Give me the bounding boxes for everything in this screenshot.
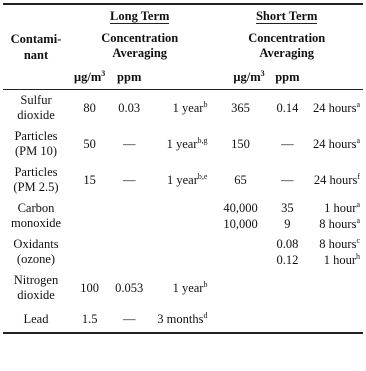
lt-averaging-text: 1 year	[172, 101, 204, 115]
st-ppm-value	[271, 306, 305, 333]
table-row	[3, 270, 363, 306]
contaminant-name-text: Particles (PM 10)	[14, 129, 58, 158]
st-averaging-text: 1 hour	[323, 253, 356, 267]
lt-ug-value	[69, 198, 110, 234]
lt-averaging-footnote: b,g	[197, 136, 208, 145]
st-ppm-unit: ppm	[275, 70, 300, 84]
st-averaging	[304, 162, 363, 198]
st-ppm-header	[271, 65, 305, 90]
contaminant-name	[3, 306, 69, 333]
lt-ppm-value-text: —	[122, 137, 136, 151]
lt-ppm-value	[110, 162, 148, 198]
lt-ppm-header	[110, 65, 148, 90]
lt-averaging-text: 1 year	[166, 137, 198, 151]
st-averaging-footnote: a	[356, 216, 360, 225]
lt-ug-value-text: 50	[83, 137, 96, 151]
lt-ug-value	[69, 234, 110, 270]
table-row	[3, 198, 363, 234]
lt-averaging	[148, 162, 210, 198]
st-avg-header	[304, 65, 363, 90]
st-averaging	[304, 234, 363, 270]
air-quality-standards-table	[3, 3, 363, 334]
st-averaging-line	[307, 216, 360, 232]
table-row	[3, 126, 363, 162]
lt-averaging-footnote: b,e	[197, 172, 208, 181]
st-averaging	[304, 90, 363, 127]
lt-ppm-unit: ppm	[117, 70, 142, 84]
table-row	[3, 306, 363, 333]
lt-averaging-text: 1 year	[167, 173, 198, 187]
lt-ug-unit: μg/m	[74, 70, 102, 84]
table-row	[3, 90, 363, 127]
lt-averaging-footnote: b	[203, 280, 208, 289]
lt-averaging-footnote: b	[203, 100, 208, 109]
st-averaging-text: 8 hours	[319, 237, 357, 251]
lt-ug-unit-sup: 3	[101, 69, 106, 78]
contaminant-name	[3, 90, 69, 127]
lt-averaging-footnote: d	[203, 311, 208, 320]
lt-ug-value-text: 80	[83, 101, 96, 115]
contaminant-name	[3, 162, 69, 198]
st-averaging-footnote: a	[356, 200, 360, 209]
st-averaging-text: 24 hours	[313, 101, 357, 115]
st-ppm-value	[271, 162, 305, 198]
st-ppm-value-text: 35 9	[281, 201, 294, 231]
lt-ppm-value	[110, 234, 148, 270]
lt-ppm-value-text: 0.03	[118, 101, 141, 115]
st-averaging-text: 1 hour	[324, 201, 357, 215]
contaminant-name	[3, 198, 69, 234]
contaminant-name-text: Sulfur dioxide	[17, 93, 55, 122]
short-term-conc-avg-header	[210, 27, 363, 65]
lt-ug-value-text: 1.5	[81, 312, 98, 326]
st-ug-value-text: 150	[231, 137, 250, 151]
lt-averaging	[148, 90, 210, 127]
lt-ug-header	[69, 65, 110, 90]
st-ppm-value	[271, 198, 305, 234]
st-ug-value-text: 40,000 10,000	[223, 201, 258, 231]
short-term-label: Short Term	[255, 9, 318, 23]
contaminant-name-text: Particles (PM 2.5)	[13, 165, 59, 194]
st-averaging-footnote: a	[356, 136, 360, 145]
lt-averaging-text: 1 year	[172, 281, 204, 295]
st-ug-value-text: 365	[231, 101, 250, 115]
short-term-header	[210, 4, 363, 27]
st-ppm-value-text: 0.08 0.12	[276, 237, 299, 267]
st-ug-value	[210, 270, 270, 306]
lt-ppm-value	[110, 270, 148, 306]
contaminant-label: Contami- nant	[10, 32, 62, 62]
lt-ppm-value	[110, 126, 148, 162]
st-ug-value	[210, 126, 270, 162]
st-averaging-text: 24 hours	[313, 137, 357, 151]
st-averaging-line	[307, 252, 360, 268]
st-ppm-value	[271, 270, 305, 306]
st-averaging	[304, 270, 363, 306]
st-averaging	[304, 198, 363, 234]
st-ppm-value-text: 0.14	[276, 101, 299, 115]
lt-ppm-value	[110, 306, 148, 333]
st-ppm-value-text: —	[281, 173, 294, 187]
contaminant-name-text: Lead	[23, 311, 49, 326]
lt-ppm-value	[110, 90, 148, 127]
st-ug-value	[210, 234, 270, 270]
lt-ppm-value-text: —	[122, 312, 136, 326]
lt-avg-header	[148, 65, 210, 90]
st-averaging	[304, 126, 363, 162]
st-averaging-line	[307, 236, 360, 252]
lt-averaging	[148, 306, 210, 333]
lt-averaging	[148, 126, 210, 162]
st-averaging-footnote: f	[357, 172, 360, 181]
table-row	[3, 234, 363, 270]
lt-ug-value	[69, 306, 110, 333]
lt-ppm-value-text: —	[122, 173, 136, 187]
st-ug-unit: μg/m	[233, 70, 261, 84]
lt-ppm-value-text: 0.053	[115, 281, 144, 295]
st-averaging-footnote: a	[356, 100, 360, 109]
st-ug-value	[210, 90, 270, 127]
lt-averaging	[148, 234, 210, 270]
short-term-conc-avg-label: Concentration Averaging	[248, 31, 326, 60]
st-averaging-text: 8 hours	[319, 217, 357, 231]
st-averaging	[304, 306, 363, 333]
st-averaging-text: 24 hours	[313, 173, 358, 187]
st-ppm-value	[271, 126, 305, 162]
st-ug-value	[210, 306, 270, 333]
st-ug-header	[210, 65, 270, 90]
lt-ppm-value	[110, 198, 148, 234]
st-ug-unit-sup: 3	[260, 69, 265, 78]
st-averaging-line	[307, 200, 360, 216]
long-term-conc-avg-label: Concentration Averaging	[101, 31, 179, 60]
lt-ug-value	[69, 270, 110, 306]
st-ppm-value-text: —	[281, 137, 294, 151]
contaminant-name	[3, 234, 69, 270]
contaminant-name	[3, 270, 69, 306]
contaminant-name	[3, 126, 69, 162]
st-ppm-value	[271, 234, 305, 270]
st-ug-value-text: 65	[234, 173, 247, 187]
long-term-conc-avg-header	[69, 27, 210, 65]
st-ug-value	[210, 162, 270, 198]
lt-ug-value-text: 100	[80, 281, 100, 295]
st-ug-value	[210, 198, 270, 234]
st-averaging-footnote: h	[356, 252, 360, 261]
long-term-header	[69, 4, 210, 27]
contaminant-header	[3, 4, 69, 90]
lt-averaging	[148, 270, 210, 306]
lt-averaging-text: 3 months	[157, 312, 204, 326]
lt-ug-value	[69, 90, 110, 127]
contaminant-name-text: Nitrogen dioxide	[13, 273, 59, 302]
lt-ug-value	[69, 162, 110, 198]
st-averaging-footnote: c	[356, 236, 360, 245]
long-term-label: Long Term	[110, 9, 170, 23]
table-row	[3, 162, 363, 198]
contaminant-name-text: Carbon monoxide	[11, 201, 61, 230]
contaminant-name-text: Oxidants (ozone)	[13, 237, 59, 266]
table-body	[3, 90, 363, 334]
lt-ug-value	[69, 126, 110, 162]
lt-averaging	[148, 198, 210, 234]
lt-ug-value-text: 15	[83, 173, 96, 187]
st-ppm-value	[271, 90, 305, 127]
